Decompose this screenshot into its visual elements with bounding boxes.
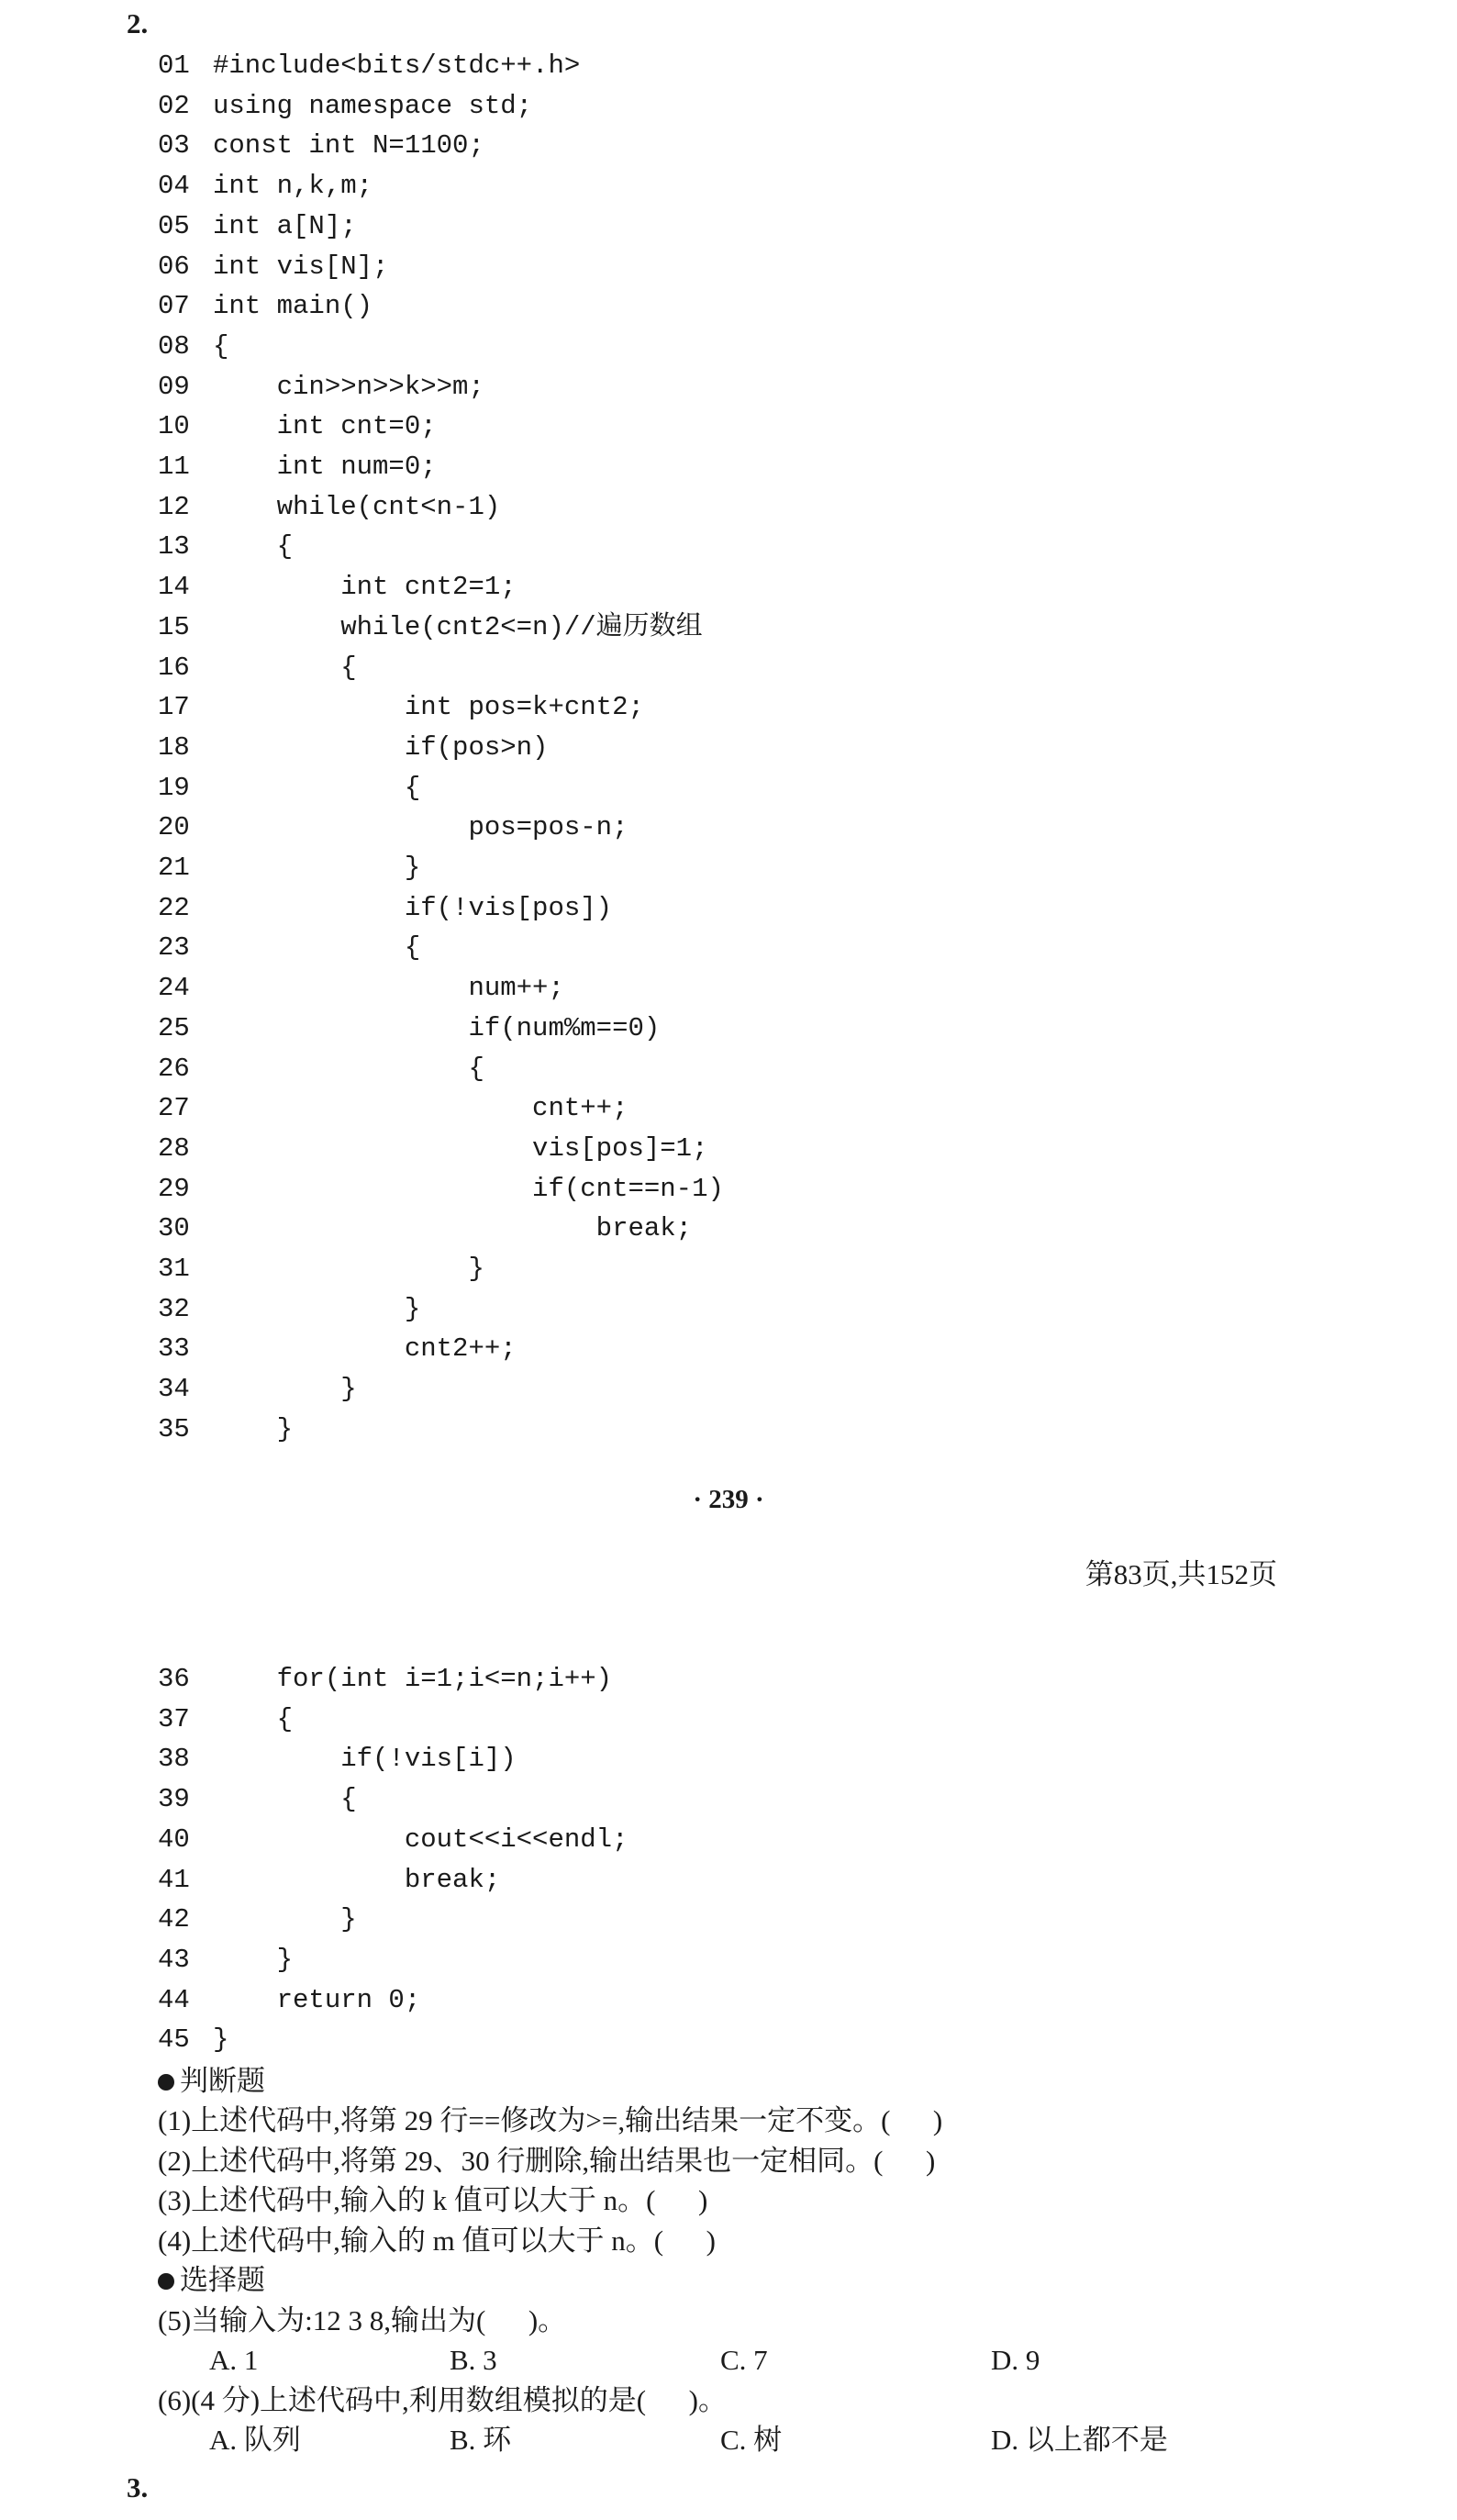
line-number: 37 xyxy=(158,1703,190,1734)
code-text: { xyxy=(213,1784,357,1815)
code-line xyxy=(158,208,357,245)
line-number: 40 xyxy=(158,1823,190,1855)
code-line xyxy=(158,1171,724,1208)
judge-question-2: (2)上述代码中,将第 29、30 行删除,输出结果也一定相同。( ) xyxy=(158,2145,936,2177)
line-number: 42 xyxy=(158,1904,190,1935)
line-number: 23 xyxy=(158,932,190,964)
code-text: const int N=1100; xyxy=(213,130,484,162)
code-line xyxy=(158,168,373,205)
code-text: int num=0; xyxy=(213,452,437,482)
code-line xyxy=(158,890,612,927)
line-number: 02 xyxy=(158,90,190,121)
line-number: 12 xyxy=(158,491,190,522)
code-text: if(num%m==0) xyxy=(213,1012,661,1043)
code-text: int main() xyxy=(213,291,373,322)
code-line xyxy=(158,249,388,285)
line-number: 18 xyxy=(158,731,190,763)
line-number: 29 xyxy=(158,1173,190,1204)
code-text: if(!vis[pos]) xyxy=(213,892,613,923)
code-text: if(cnt==n-1) xyxy=(213,1173,724,1204)
code-line xyxy=(158,1131,708,1167)
choice-question-6: (6)(4 分)上述代码中,利用数组模拟的是( )。 xyxy=(158,2384,727,2416)
line-number: 45 xyxy=(158,2024,190,2056)
q6-option-c: C. 树 xyxy=(720,2424,783,2456)
code-text: while(cnt2<=n)//遍历数组 xyxy=(213,611,703,642)
code-text: { xyxy=(213,1703,294,1734)
line-number: 19 xyxy=(158,772,190,803)
code-line xyxy=(158,1010,660,1047)
code-line xyxy=(158,1942,293,1979)
line-number: 26 xyxy=(158,1053,190,1084)
code-line xyxy=(158,48,580,84)
problem-number: 2. xyxy=(127,7,149,39)
code-line xyxy=(158,930,420,966)
code-text: } xyxy=(213,1293,421,1324)
code-line xyxy=(158,1901,357,1938)
line-number: 21 xyxy=(158,853,190,883)
code-line xyxy=(158,650,357,686)
code-line xyxy=(158,1781,357,1818)
code-line xyxy=(158,809,628,846)
code-text: return 0; xyxy=(213,1984,421,2015)
choice-section-heading xyxy=(158,2261,265,2300)
code-text: cnt++; xyxy=(213,1093,628,1124)
line-number: 08 xyxy=(158,330,190,362)
code-line xyxy=(158,529,293,565)
code-line xyxy=(158,689,644,726)
code-text: int cnt=0; xyxy=(213,411,437,442)
code-text: { xyxy=(213,1053,484,1084)
code-text: num++; xyxy=(213,973,564,1004)
line-number: 01 xyxy=(158,50,190,81)
code-line xyxy=(158,1051,484,1087)
q6-option-d: D. 以上都不是 xyxy=(991,2424,1168,2456)
bullet-icon xyxy=(158,2074,174,2091)
judge-question-1: (1)上述代码中,将第 29 行==修改为>=,输出结果一定不变。( ) xyxy=(158,2104,943,2136)
code-text: } xyxy=(213,2024,229,2056)
code-text: #include<bits/stdc++.h> xyxy=(213,50,581,81)
code-line xyxy=(158,770,420,807)
code-line xyxy=(158,1371,357,1408)
code-line xyxy=(158,408,437,445)
judge-question-3: (3)上述代码中,输入的 k 值可以大于 n。( ) xyxy=(158,2184,708,2216)
code-line xyxy=(158,1411,293,1448)
judge-section-heading xyxy=(158,2062,265,2101)
line-number: 10 xyxy=(158,411,190,442)
code-line xyxy=(158,1251,484,1288)
code-line xyxy=(158,489,500,526)
line-number: 03 xyxy=(158,130,190,162)
line-number: 33 xyxy=(158,1333,190,1365)
code-line xyxy=(158,2022,228,2058)
line-number: 07 xyxy=(158,291,190,322)
judge-question-4: (4)上述代码中,输入的 m 值可以大于 n。( ) xyxy=(158,2225,716,2257)
code-text: } xyxy=(213,1254,484,1284)
code-text: } xyxy=(213,1904,357,1935)
code-line xyxy=(158,850,420,886)
line-number: 04 xyxy=(158,171,190,202)
code-line xyxy=(158,128,484,164)
page-number: · 239 · xyxy=(693,1485,764,1514)
line-number: 41 xyxy=(158,1864,190,1895)
code-text: int vis[N]; xyxy=(213,251,389,282)
line-number: 39 xyxy=(158,1784,190,1815)
code-line xyxy=(158,1331,517,1367)
bullet-icon xyxy=(158,2273,174,2290)
code-line xyxy=(158,288,373,325)
code-text: int a[N]; xyxy=(213,210,357,241)
line-number: 11 xyxy=(158,452,190,482)
code-text: int n,k,m; xyxy=(213,171,373,202)
line-number: 06 xyxy=(158,251,190,282)
q6-option-a: A. 队列 xyxy=(209,2424,301,2456)
code-text: } xyxy=(213,1944,294,1975)
code-text: } xyxy=(213,1374,357,1405)
page-info: 第83页,共152页 xyxy=(1084,1558,1277,1590)
q5-option-d: D. 9 xyxy=(991,2344,1040,2376)
code-text: pos=pos-n; xyxy=(213,812,628,843)
line-number: 36 xyxy=(158,1664,190,1694)
code-line xyxy=(158,1982,420,2019)
code-line xyxy=(158,1822,628,1858)
code-line xyxy=(158,449,437,485)
line-number: 35 xyxy=(158,1413,190,1444)
q5-option-a: A. 1 xyxy=(209,2344,259,2376)
choice-heading-label: 选择题 xyxy=(180,2264,265,2296)
code-line xyxy=(158,1741,517,1778)
q5-option-c: C. 7 xyxy=(720,2344,768,2376)
code-line xyxy=(158,1862,500,1899)
code-text: cin>>n>>k>>m; xyxy=(213,371,484,402)
code-text: } xyxy=(213,853,421,883)
code-line xyxy=(158,1701,293,1738)
code-text: { xyxy=(213,772,421,803)
line-number: 22 xyxy=(158,892,190,923)
code-text: { xyxy=(213,531,294,563)
code-text: while(cnt<n-1) xyxy=(213,491,501,522)
code-text: int cnt2=1; xyxy=(213,572,517,603)
code-text: { xyxy=(213,932,421,964)
line-number: 24 xyxy=(158,973,190,1004)
line-number: 30 xyxy=(158,1213,190,1244)
line-number: 17 xyxy=(158,692,190,723)
line-number: 38 xyxy=(158,1744,190,1775)
q5-option-b: B. 3 xyxy=(450,2344,497,2376)
code-line xyxy=(158,1090,628,1127)
code-line xyxy=(158,329,228,365)
code-line xyxy=(158,1291,420,1328)
code-line xyxy=(158,609,703,646)
code-line xyxy=(158,1210,692,1247)
code-text: for(int i=1;i<=n;i++) xyxy=(213,1664,613,1694)
line-number: 31 xyxy=(158,1254,190,1284)
line-number: 20 xyxy=(158,812,190,843)
line-number: 32 xyxy=(158,1293,190,1324)
line-number: 09 xyxy=(158,371,190,402)
code-text: } xyxy=(213,1413,294,1444)
code-text: cnt2++; xyxy=(213,1333,517,1365)
code-text: int pos=k+cnt2; xyxy=(213,692,644,723)
code-line xyxy=(158,1661,612,1698)
code-text: if(!vis[i]) xyxy=(213,1744,517,1775)
code-text: { xyxy=(213,330,229,362)
choice-question-5: (5)当输入为:12 3 8,输出为( )。 xyxy=(158,2304,567,2336)
code-line xyxy=(158,369,484,406)
line-number: 25 xyxy=(158,1012,190,1043)
line-number: 14 xyxy=(158,572,190,603)
line-number: 43 xyxy=(158,1944,190,1975)
line-number: 05 xyxy=(158,210,190,241)
line-number: 13 xyxy=(158,531,190,563)
code-text: break; xyxy=(213,1864,501,1895)
code-line xyxy=(158,88,532,125)
line-number: 44 xyxy=(158,1984,190,2015)
line-number: 34 xyxy=(158,1374,190,1405)
line-number: 16 xyxy=(158,652,190,683)
code-line xyxy=(158,569,517,606)
code-text: if(pos>n) xyxy=(213,731,549,763)
code-text: break; xyxy=(213,1213,693,1244)
code-text: cout<<i<<endl; xyxy=(213,1823,628,1855)
line-number: 28 xyxy=(158,1132,190,1164)
code-text: using namespace std; xyxy=(213,90,533,121)
q6-option-b: B. 环 xyxy=(450,2424,512,2456)
line-number: 27 xyxy=(158,1093,190,1124)
judge-heading-label: 判断题 xyxy=(180,2065,265,2097)
code-line xyxy=(158,970,564,1007)
problem-number-next: 3. xyxy=(127,2471,149,2503)
code-line xyxy=(158,730,548,766)
line-number: 15 xyxy=(158,611,190,642)
code-text: { xyxy=(213,652,357,683)
code-text: vis[pos]=1; xyxy=(213,1132,708,1164)
